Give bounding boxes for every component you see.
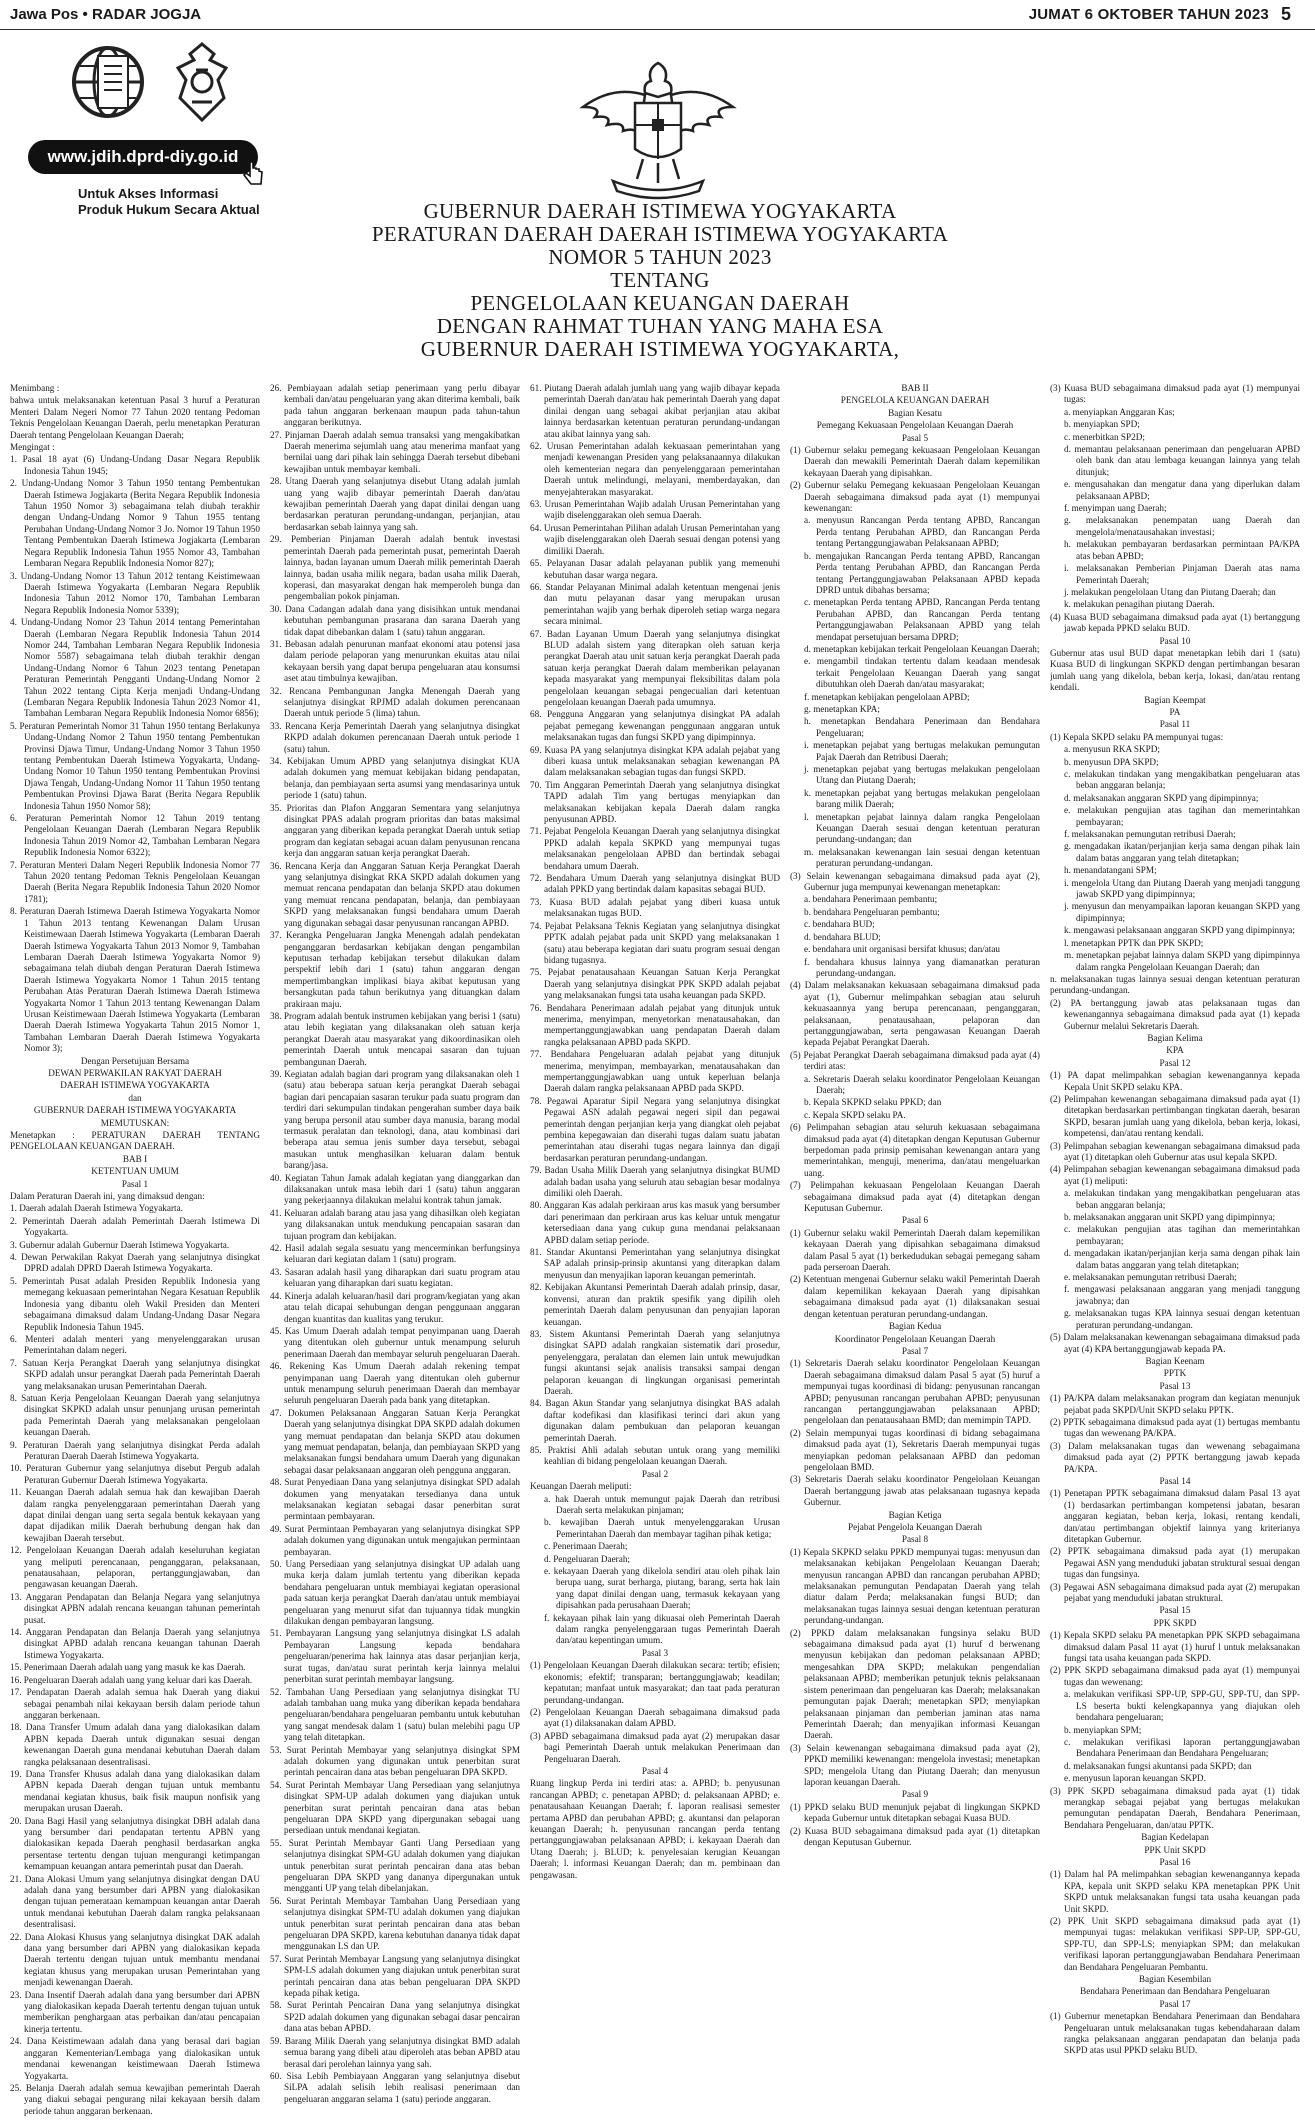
paragraph: 7. Satuan Kerja Perangkat Daerah yang selanjutnya disingkat SKPD adalah unsur perangkat Daerah pada Pemerintah Daerah yang melaksanakan urusan Pemerintahan Daerah. [10, 1357, 260, 1391]
paragraph: (3) Kuasa BUD sebagaimana dimaksud pada ayat (1) mempunyai tugas: [1050, 383, 1300, 405]
paragraph: 8. Satuan Kerja Pengelolaan Keuangan Daerah yang selanjutnya disingkat SKPKD adalah unsur penunjang urusan pemerintah pada Pemerintah Daerah yang melaksanakan pengelolaan keuangan Daerah. [10, 1392, 260, 1438]
paragraph: (3) Pegawai ASN sebagaimana dimaksud pada ayat (2) merupakan pejabat yang menduduki jabatan struktural. [1050, 1581, 1300, 1604]
paragraph: (1) Gubernur selaku pemegang kekuasaan Pengelolaan Keuangan Daerah dan mewakili Pemerintah Daerah dalam kepemilikan kekayaan Daerah yang dipisahkan. [790, 445, 1040, 478]
paragraph: e. kekayaan Daerah yang dikelola sendiri atau oleh pihak lain berupa uang, surat berharga, piutang, barang, serta hak lain yang dapat dinilai dengan uang, termasuk kekayaan yang dipisahkan pada perusahaan Daerah; [544, 1566, 780, 1611]
paragraph: b. menyiapkan SPM; [1064, 1724, 1142, 1735]
paragraph: 14. Anggaran Pendapatan dan Belanja Daerah yang selanjutnya disingkat APBD adalah rencana keuangan tahunan Daerah Istimewa Yogyakarta. [10, 1627, 260, 1660]
paragraph: KETENTUAN UMUM [91, 1166, 179, 1177]
paragraph: b. mengajukan Rancangan Perda tentang APBD, Rancangan Perda tentang Perubahan APBD, dan Rancangan Perda tentang Pertanggungjawaban Pelaksanaan APBD kepada DPRD untuk dibahas bersama; [804, 550, 1040, 595]
paragraph: i. menetapkan pejabat yang bertugas melakukan pemungutan Pajak Daerah dan Retribusi Daerah; [804, 740, 1040, 762]
paragraph: bahwa untuk melaksanakan ketentuan Pasal 3 huruf a Peraturan Menteri Dalam Negeri Nomor 77 Tahun 2020 tentang Pedoman Teknis Pengelolaan Keuangan Daerah, perlu menetapkan Peraturan Daerah tentang Pengelolaan Keuangan Daerah; [10, 395, 260, 440]
paragraph: 18. Dana Transfer Umum adalah dana yang dialokasikan dalam APBN kepada Daerah untuk digunakan sesuai dengan kewenangan Daerah guna mendanai kebutuhan Daerah dalam rangka pelaksanaan desentralisasi. [10, 1722, 260, 1767]
paragraph: a. bendahara Penerimaan pembantu; [804, 894, 938, 905]
paragraph: 44. Kinerja adalah keluaran/hasil dari program/kegiatan yang akan atau telah dicapai sehubungan dengan penggunaan anggaran dengan kuantitas dan kualitas yang terukur. [270, 1290, 520, 1324]
paragraph: 37. Kerangka Pengeluaran Jangka Menengah adalah pendekatan penganggaran berdasarkan kebijakan dengan pengambilan keputusan terhadap kebijakan tersebut dilakukan dalam perspektif lebih dari 1 (satu) tahun anggaran dengan mempertimbangkan implikasi biaya akibat keputusan yang bersangkutan pada tahun berikutnya yang dituangkan dalam prakiraan maju. [270, 930, 520, 1009]
paragraph: 11. Keuangan Daerah adalah semua hak dan kewajiban Daerah dalam rangka penyelenggaraan pemerintahan Daerah yang dapat dinilai dengan uang serta segala bentuk kekayaan yang dapat dijadikan milik Daerah berhubung dengan hak dan kewajiban Daerah tersebut. [10, 1487, 260, 1543]
paragraph: f. kekayaan pihak lain yang dikuasai oleh Pemerintah Daerah dalam rangka penyelenggaraan tugas Pemerintah Daerah dan/atau kepentingan umum. [544, 1612, 780, 1646]
paragraph: 38. Program adalah bentuk instrumen kebijakan yang berisi 1 (satu) atau lebih kegiatan yang dilaksanakan oleh satuan kerja perangkat Daerah atau masyarakat yang dikoordinasikan oleh pemerintah Daerah untuk mencapai sasaran dan tujuan pembangunan Daerah. [270, 1010, 520, 1067]
text-column-2 [270, 383, 520, 2121]
paragraph: Dengan Persetujuan Bersama [80, 1055, 190, 1066]
paragraph: PA [1169, 706, 1181, 717]
paragraph: (1) Kepala SKPKD selaku PPKD mempunyai tugas: menyusun dan melaksanakan kebijakan Pengelolaan Keuangan Daerah; menyusun rancangan APBD dan rancangan perubahan APBD; melaksanakan pemungutan Pendapatan Daerah yang telah diatur dalam Perda; melaksanakan fungsi BUD; dan melaksanakan tugas lainnya sesuai dengan ketentuan peraturan perundang-undangan. [790, 1546, 1040, 1626]
paragraph: f. melaksanakan pemungutan retribusi Daerah; [1064, 829, 1236, 840]
paragraph: 55. Surat Perintah Membayar Ganti Uang Persediaan yang selanjutnya disingkat SPM-GU adalah dokumen yang diajukan untuk penerbitan surat perintah pencairan dana atas beban pengeluaran DPA SKPD yang dananya dipergunakan untuk mengganti UP yang telah dibelanjakan. [270, 1837, 520, 1894]
paragraph: dan [128, 1092, 142, 1103]
paragraph: MEMUTUSKAN: [100, 1117, 170, 1128]
paragraph: 32. Rencana Pembangunan Jangka Menengah Daerah yang selanjutnya disingkat RPJMD adalah dokumen perencanaan Daerah untuk periode 5 (lima) tahun. [270, 685, 520, 719]
title-line-6: DENGAN RAHMAT TUHAN YANG MAHA ESA [436, 314, 884, 338]
paragraph: Bagian Keempat [1144, 694, 1206, 705]
title-line-1: GUBERNUR DAERAH ISTIMEWA YOGYAKARTA [423, 199, 897, 223]
paragraph: g. menetapkan KPA; [804, 703, 880, 714]
paragraph: k. menetapkan pejabat yang bertugas melakukan pengelolaan barang milik Daerah; [804, 787, 1040, 810]
paragraph: g. mengadakan ikatan/perjanjian kerja sama dengan pihak lain dalam batas anggaran yang telah ditetapkan; [1064, 841, 1300, 863]
paragraph: (2) Selain mempunyai tugas koordinasi di bidang sebagaimana dimaksud pada ayat (1), Sekretaris Daerah mempunyai tugas menyiapkan pedoman pelaksanaan APBD dan pedoman pengelolaan BMD. [790, 1427, 1040, 1472]
paragraph: (2) Pengelolaan Keuangan Daerah sebagaimana dimaksud pada ayat (1) dilaksanakan dalam APBD. [530, 1706, 780, 1729]
paragraph: i. mengelola Utang dan Piutang Daerah yang menjadi tanggung jawab SKPD yang dipimpinnya; [1064, 877, 1300, 900]
paragraph: (2) PPTK sebagaimana dimaksud pada ayat (1) bertugas membantu tugas dan wewenang PA/KPA. [1050, 1416, 1300, 1439]
paragraph: 27. Pinjaman Daerah adalah semua transaksi yang mengakibatkan Daerah menerima sejumlah uang atau menerima manfaat yang bernilai uang dari pihak lain sehingga Daerah tersebut dibebani kewajiban untuk membayar kembali. [270, 429, 520, 474]
paragraph: Bagian Kedua [888, 1321, 942, 1332]
paragraph: Bendahara Penerimaan dan Bendahara Pengeluaran [1080, 1986, 1270, 1997]
paragraph: 1. Daerah adalah Daerah Istimewa Yogyakarta. [10, 1203, 183, 1214]
paragraph: (1) Gubernur selaku wakil Pemerintah Daerah dalam kepemilikan kekayaan Daerah yang dipisahkan sebagaimana dimaksud dalam Pasal 5 ayat (1) berkedudukan sebagai pemegang saham pada perseroan Daerah. [790, 1227, 1040, 1273]
paragraph: 4. Dewan Perwakilan Rakyat Daerah yang selanjutnya disingkat DPRD adalah DPRD Daerah Istimewa Yogyakarta. [10, 1252, 260, 1274]
paragraph: 77. Bendahara Pengeluaran adalah pejabat yang ditunjuk menerima, menyimpan, membayarkan, menatausahakan dan mempertanggungjawabkan uang untuk keperluan belanja Daerah dalam rangka pelaksanaan APBD pada SKPD. [530, 1049, 780, 1094]
paragraph: m. menetapkan pejabat lainnya dalam SKPD yang dipimpinnya dalam rangka Pengelolaan Keuangan Daerah; dan [1064, 950, 1300, 972]
paragraph: d. Pengeluaran Daerah; [544, 1553, 630, 1564]
paragraph: (1) Sekretaris Daerah selaku koordinator Pengelolaan Keuangan Daerah sebagaimana dimaksud dalam Pasal 5 ayat (5) huruf a mempunyai tugas koordinasi di bidang: penyusunan rancangan APBD; penyusunan rancangan perubahan APBD; penyusunan rancangan pertanggungjawaban pelaksanaan APBD; pengelolaan dan penatausahaan BMD; dan memimpin TAPD. [790, 1358, 1040, 1426]
paragraph: 66. Standar Pelayanan Minimal adalah ketentuan mengenai jenis dan mutu pelayanan dasar yang merupakan urusan pemerintahan wajib yang berhak diperoleh setiap warga negara secara minimal. [530, 581, 780, 627]
paragraph: 82. Kebijakan Akuntansi Pemerintah Daerah adalah prinsip, dasar, konvensi, aturan dan praktik spesifik yang dipilih oleh pemerintah Daerah dalam penyusunan dan penyajian laporan keuangan. [530, 1282, 780, 1327]
paragraph: (1) PPKD selaku BUD menunjuk pejabat di lingkungan SKPKD kepada Gubernur untuk ditetapkan sebagai Kuasa BUD. [790, 1801, 1040, 1824]
paragraph: h. menandatangani SPM; [1064, 865, 1157, 876]
paragraph: a. menyusun Rancangan Perda tentang APBD, Rancangan Perda tentang Perubahan APBD, dan Rancangan Perda tentang Pertanggungjawaban Pelaksanaan APBD; [804, 515, 1040, 549]
paragraph: 12. Pengelolaan Keuangan Daerah adalah keseluruhan kegiatan yang meliputi perencanaan, penganggaran, pelaksanaan, penatausahaan, pelaporan, pertanggungjawaban, dan pengawasan keuangan Daerah. [10, 1545, 260, 1590]
paragraph: 28. Utang Daerah yang selanjutnya disebut Utang adalah jumlah uang yang wajib dibayar pemerintah Daerah dan/atau kewajiban pemerintah Daerah yang dapat dinilai dengan uang berdasarkan peraturan perundang-undangan, perjanjian, atau berdasarkan sebab lainnya yang sah. [270, 476, 520, 532]
paragraph: GUBERNUR DAERAH ISTIMEWA YOGYAKARTA [33, 1105, 237, 1116]
paragraph: (7) Pelimpahan kekuasaan Pengelolaan Keuangan Daerah sebagaimana dimaksud pada ayat (4) ditetapkan dengan Keputusan Gubernur. [790, 1180, 1040, 1214]
body-columns [10, 383, 1300, 2121]
paragraph: 78. Pegawai Aparatur Sipil Negara yang selanjutnya disingkat Pegawai ASN adalah pegawai negeri sipil dan pegawai pemerintah dengan perjanjian kerja yang diangkat oleh pejabat pembina kepegawaian dan diserahi tugas dalam suatu jabatan pemerintahan atau diserahi tugas negara lainnya dan digaji berdasarkan peraturan perundang-undangan. [530, 1095, 780, 1163]
jdih-url-link[interactable] [28, 140, 258, 174]
paragraph: Pasal 2 [641, 1468, 669, 1479]
paragraph: BAB I [122, 1153, 148, 1164]
paragraph: Pasal 12 [1159, 1057, 1191, 1068]
paragraph: a. melakukan verifikasi SPP-UP, SPP-GU, SPP-TU, dan SPP-LS beserta bukti kelengkapannya yang diajukan oleh bendahara pengeluaran; [1064, 1689, 1300, 1723]
paragraph: 34. Kebijakan Umum APBD yang selanjutnya disingkat KUA adalah dokumen yang memuat kebijakan bidang pendapatan, belanja, dan pembiayaan serta asumsi yang mendasarinya untuk periode 1 (satu) tahun. [270, 756, 520, 801]
paragraph: 15. Penerimaan Daerah adalah uang yang masuk ke kas Daerah. [10, 1662, 246, 1673]
paragraph: 29. Pemberian Pinjaman Daerah adalah bentuk investasi pemerintah Daerah pada pemerintah pusat, pemerintah Daerah lainnya, badan layanan umum Daerah milik pemerintah Daerah lainnya, badan usaha milik negara, badan usaha milik Daerah, koperasi, dan masyarakat dengan hak memperoleh bunga dan pengembalian pokok pinjaman. [270, 534, 520, 602]
paragraph: 9. Peraturan Daerah yang selanjutnya disingkat Perda adalah Peraturan Daerah Daerah Istimewa Yogyakarta. [10, 1439, 260, 1461]
paragraph: 57. Surat Perintah Membayar Langsung yang selanjutnya disingkat SPM-LS adalah dokumen yang diajukan untuk penerbitan surat perintah pencairan dana atas beban pengeluaran DPA SKPD kepada pihak ketiga. [270, 1953, 520, 1999]
paragraph: Mengingat : [10, 442, 55, 453]
paragraph: 58. Surat Perintah Pencairan Dana yang selanjutnya disingkat SP2D adalah dokumen yang digunakan sebagai dasar pencairan dana atas beban APBD. [270, 2000, 520, 2034]
paragraph: 40. Kegiatan Tahun Jamak adalah kegiatan yang dianggarkan dan dilaksanakan untuk masa lebih dari 1 (satu) tahun anggaran yang pekerjaannya dilakukan melalui kontrak tahun jamak. [270, 1172, 520, 1206]
title-line-5: PENGELOLAAN KEUANGAN DAERAH [470, 291, 850, 315]
paragraph: 21. Dana Alokasi Umum yang selanjutnya disingkat dengan DAU adalah dana yang bersumber dari APBN yang dialokasikan dengan tujuan pemerataan kemampuan keuangan antar Daerah untuk mendanai kebutuhan Daerah dalam rangka pelaksanaan desentralisasi. [10, 1873, 260, 1930]
paragraph: 76. Bendahara Penerimaan adalah pejabat yang ditunjuk untuk menerima, menyimpan, menyetorkan menatausahakan, dan mempertanggungjawabkan uang pendapatan Daerah dalam rangka pelaksanaan APBD pada SKPD. [530, 1002, 780, 1047]
paragraph: Pasal 3 [641, 1647, 669, 1658]
paragraph: 10. Peraturan Gubernur yang selanjutnya disebut Pergub adalah Peraturan Gubernur Daerah Istimewa Yogyakarta. [10, 1463, 260, 1485]
paragraph: h. menetapkan Bendahara Penerimaan dan Bendahara Pengeluaran; [804, 716, 1040, 738]
paragraph: (1) PA/KPA dalam melaksanakan program dan kegiatan menunjuk pejabat pada SKPD/Unit SKPD selaku PPTK. [1050, 1393, 1300, 1415]
paragraph: d. bendahara BLUD; [804, 931, 881, 942]
paragraph: 80. Anggaran Kas adalah perkiraan arus kas masuk yang bersumber dari penerimaan dan perkiraan arus kas keluar untuk mengatur ketersediaan dana yang cukup guna mendanai pelaksanaan APBD dalam setiap periode. [530, 1200, 780, 1245]
paragraph: e. melakukan pengujian atas tagihan dan memerintahkan pembayaran; [1064, 805, 1300, 827]
paragraph: 72. Bendahara Umum Daerah yang selanjutnya disingkat BUD adalah PPKD yang bertindak dalam kapasitas sebagai BUD. [530, 873, 780, 895]
paragraph: 68. Pengguna Anggaran yang selanjutnya disingkat PA adalah pejabat pemegang kewenangan penggunaan anggaran untuk melaksanakan tugas dan fungsi SKPD yang dipimpinnya. [530, 709, 780, 743]
paragraph: 63. Urusan Pemerintahan Wajib adalah Urusan Pemerintahan yang wajib diselenggarakan oleh semua Daerah. [530, 499, 780, 521]
paragraph: a. Sekretaris Daerah selaku koordinator Pengelolaan Keuangan Daerah; [804, 1073, 1040, 1095]
title-line-3: NOMOR 5 TAHUN 2023 [548, 245, 772, 269]
title-line-7: GUBERNUR DAERAH ISTIMEWA YOGYAKARTA, [420, 337, 900, 361]
paragraph: e. bendahara unit organisasi bersifat khusus; dan/atau [804, 944, 1001, 955]
paragraph: 3. Undang-Undang Nomor 13 Tahun 2012 tentang Keistimewaan Daerah Istimewa Yogyakarta (Lembaran Negara Republik Indonesia Tahun 2012 Nomor 170, Tambahan Lembaran Negara Republik Indonesia Nomor 5339); [10, 570, 260, 615]
paragraph: Bagian Kesatu [888, 407, 942, 418]
jdih-logos [28, 40, 278, 124]
paragraph: (6) Pelimpahan sebagian atau seluruh kekuasaan sebagaimana dimaksud pada ayat (4) ditetapkan dengan Keputusan Gubernur berpedoman pada prinsip pemisahan kewenangan antara yang memerintahkan, menguji, menerima, dan/atau mengeluarkan uang. [790, 1122, 1040, 1178]
paragraph: 7. Peraturan Menteri Dalam Negeri Republik Indonesia Nomor 77 Tahun 2020 tentang Pedoman Teknis Pengelolaan Keuangan Daerah (Berita Negara Republik Indonesia Tahun 2020 Nomor 1781); [10, 859, 260, 904]
paragraph: f. menyimpan uang Daerah; [1064, 503, 1167, 514]
paragraph: Pasal 1 [121, 1178, 149, 1189]
paragraph: 36. Rencana Kerja dan Anggaran Satuan Kerja Perangkat Daerah yang selanjutnya disingkat RKA SKPD adalah dokumen yang memuat rencana pendapatan dan belanja SKPD atau dokumen yang memuat rencana pendapatan, belanja, dan pembiayaan SKPD yang melaksanakan fungsi bendahara umum Daerah yang digunakan sebagai dasar penyusunan rancangan APBD. [270, 860, 520, 928]
paragraph: e. mengusahakan dan mengatur dana yang diperlukan dalam pelaksanaan APBD; [1064, 479, 1300, 501]
paragraph: 67. Badan Layanan Umum Daerah yang selanjutnya disingkat BLUD adalah sistem yang diterapkan oleh satuan kerja perangkat Daerah atau unit satuan kerja perangkat Daerah pada satuan kerja perangkat Daerah dalam memberikan pelayanan kepada masyarakat yang mempunyai fleksibilitas dalam pola pengelolaan keuangan sebagai pengecualian dari ketentuan pengelolaan keuangan Daerah pada umumnya. [530, 628, 780, 707]
paragraph: 19. Dana Transfer Khusus adalah dana yang dialokasikan dalam APBN kepada Daerah dengan tujuan untuk membantu mendanai kegiatan khusus, baik fisik maupun nonfisik yang merupakan urusan Daerah. [10, 1768, 260, 1814]
paragraph: 75. Pejabat penatausahaan Keuangan Satuan Kerja Perangkat Daerah yang selanjutnya disingkat PPK SKPD adalah pejabat yang melaksanakan fungsi tata usaha keuangan pada SKPD. [530, 967, 780, 1001]
paragraph: 30. Dana Cadangan adalah dana yang disisihkan untuk mendanai kebutuhan pembangunan prasarana dan sarana Daerah yang tidak dapat dibebankan dalam 1 (satu) tahun anggaran. [270, 603, 520, 637]
paragraph: Menimbang : [10, 383, 60, 393]
issue-date: JUMAT 6 OKTOBER TAHUN 2023 [1028, 6, 1269, 23]
paragraph: 50. Uang Persediaan yang selanjutnya disingkat UP adalah uang muka kerja dalam jumlah tertentu yang diberikan kepada bendahara pengeluaran untuk membiayai kegiatan operasional pada satuan kerja perangkat Daerah dan/atau untuk membiayai pengeluaran yang menurut sifat dan tujuannya tidak mungkin dilakukan dengan pembayaran langsung. [270, 1559, 520, 1627]
paragraph: (1) Dalam hal PA melimpahkan sebagian kewenangannya kepada KPA, kepala unit SKPD selaku KPA menetapkan PPK Unit SKPD untuk melaksanakan fungsi tata usaha keuangan pada Unit SKPD. [1050, 1869, 1300, 1914]
paragraph: 70. Tim Anggaran Pemerintah Daerah yang selanjutnya disingkat TAPD adalah Tim yang bertugas menyiapkan dan melaksanakan kebijakan kepala Daerah dalam rangka penyusunan APBD. [530, 779, 780, 825]
paragraph: b. menyiapkan SPD; [1064, 419, 1140, 430]
paragraph: 20. Dana Bagi Hasil yang selanjutnya disingkat DBH adalah dana yang bersumber dari pendapatan tertentu APBN yang dialokasikan kepada Daerah penghasil berdasarkan angka persentase tertentu dengan tujuan mengurangi ketimpangan kemampuan keuangan antara pemerintah pusat dan Daerah. [10, 1815, 260, 1872]
paragraph: a. hak Daerah untuk memungut pajak Daerah dan retribusi Daerah serta melakukan pinjaman; [544, 1493, 780, 1515]
text-column-4 [790, 383, 1040, 2121]
paragraph: 71. Pejabat Pengelola Keuangan Daerah yang selanjutnya disingkat PPKD adalah kepala SKPKD yang mempunyai tugas melaksanakan pengelolaan APBD dan bertindak sebagai bendahara umum Daerah. [530, 826, 780, 871]
paragraph: Bagian Kelima [1147, 1032, 1203, 1043]
paragraph: 45. Kas Umum Daerah adalah tempat penyimpanan uang Daerah yang ditentukan oleh gubernur untuk menampung seluruh penerimaan Daerah dan membayar seluruh pengeluaran Daerah. [270, 1325, 520, 1359]
paragraph: c. melakukan pengujian atas tagihan dan memerintahkan pembayaran; [1064, 1224, 1300, 1246]
paragraph: i. melaksanakan Pemberian Pinjaman Daerah atas nama Pemerintah Daerah; [1064, 563, 1300, 585]
paragraph: (1) Gubernur menetapkan Bendahara Penerimaan dan Bendahara Pengeluaran untuk melaksanakan tugas kebendaharaan dalam rangka pelaksanaan anggaran pendapatan dan belanja pada SKPD atas usul PPKD selaku BUD. [1050, 2011, 1300, 2056]
paragraph: g. melaksanakan tugas KPA lainnya sesuai dengan ketentuan peraturan perundang-undangan. [1064, 1308, 1300, 1330]
paragraph: 26. Pembiayaan adalah setiap penerimaan yang perlu dibayar kembali dan/atau pengeluaran yang akan diterima kembali, baik pada tahun anggaran berkenaan maupun pada tahun-tahun anggaran berikutnya. [270, 383, 520, 428]
paragraph: (2) Kuasa BUD sebagaimana dimaksud pada ayat (1) ditetapkan dengan Keputusan Gubernur. [790, 1825, 1040, 1847]
paragraph: Bagian Ketiga [888, 1509, 942, 1520]
newspaper-name: Jawa Pos • RADAR JOGJA [10, 6, 202, 23]
paragraph: (1) Kepala SKPD selaku PA mempunyai tugas: [1050, 731, 1224, 742]
paragraph: 2. Pemerintah Daerah adalah Pemerintah Daerah Istimewa Di Yogyakarta. [10, 1215, 260, 1238]
paragraph: Gubernur atas usul BUD dapat menetapkan lebih dari 1 (satu) Kuasa BUD di lingkungan SKPKD dengan pertimbangan besaran jumlah uang yang dikelola, beban kerja, lokasi, dan/atau rentang kendali. [1050, 647, 1300, 693]
paragraph: (2) Gubernur selaku Pemegang kekuasaan Pengelolaan Keuangan Daerah sebagaimana dimaksud pada ayat (1) mempunyai kewenangan: [790, 480, 1040, 514]
paragraph: PENGELOLA KEUANGAN DAERAH [840, 395, 990, 406]
paragraph: 35. Prioritas dan Plafon Anggaran Sementara yang selanjutnya disingkat PPAS adalah program prioritas dan batas maksimal anggaran yang diberikan kepada perangkat Daerah untuk setiap program dan kegiatan sebagai acuan dalam penyusunan rencana kerja dan anggaran satuan kerja perangkat Daerah. [270, 802, 520, 859]
paragraph: 17. Pendapatan Daerah adalah semua hak Daerah yang diakui sebagai penambah nilai kekayaan bersih dalam periode tahun anggaran berkenaan. [10, 1687, 260, 1720]
paragraph: KPA [1166, 1045, 1184, 1056]
paragraph: DAERAH ISTIMEWA YOGYAKARTA [60, 1080, 210, 1091]
paragraph: PPTK [1163, 1368, 1187, 1379]
paragraph: (4) Pelimpahan sebagian kewenangan sebagaimana dimaksud pada ayat (1) meliputi: [1050, 1164, 1300, 1186]
paragraph: PPK Unit SKPD [1144, 1844, 1206, 1855]
paragraph: k. melakukan penagihan piutang Daerah. [1064, 599, 1215, 610]
paragraph: Pasal 15 [1159, 1605, 1191, 1616]
paragraph: 41. Keluaran adalah barang atau jasa yang dihasilkan oleh kegiatan yang dilaksanakan untuk mendukung pencapaian sasaran dan tujuan program dan kebijakan. [270, 1207, 520, 1241]
paragraph: e. menyusun laporan keuangan SKPD. [1064, 1773, 1206, 1784]
masthead [0, 0, 1315, 30]
paragraph: (1) Pengelolaan Keuangan Daerah dilakukan secara: tertib; efisien; ekonomis; efektif; transparan; bertanggungjawab; keadilan; kepatutan; manfaat untuk masyarakat; dan taat pada peraturan perundang-undangan. [530, 1660, 780, 1705]
paragraph: (3) APBD sebagaimana dimaksud pada ayat (2) merupakan dasar bagi Pemerintah Daerah untuk melakukan Penerimaan dan Pengeluaran Daerah. [530, 1730, 780, 1764]
paragraph: 52. Tambahan Uang Persediaan yang selanjutnya disingkat TU adalah tambahan uang muka yang diberikan kepada bendahara pengeluaran/bendahara pengeluaran pembantu untuk kebutuhan yang sangat mendesak dalam 1 (satu) bulan melebihi pagu UP yang telah ditetapkan. [270, 1686, 520, 1743]
paragraph: Koordinator Pengelolaan Keuangan Daerah [834, 1333, 996, 1344]
paragraph: 54. Surat Perintah Membayar Uang Persediaan yang selanjutnya disingkat SPM-UP adalah dokumen yang diajukan untuk penerbitan surat perintah pencairan dana atas beban pengeluaran DPA SKPD yang dipergunakan sebagai uang persediaan untuk mendanai kegiatan. [270, 1779, 520, 1836]
pointer-cursor-icon [242, 160, 264, 186]
paragraph: 5. Peraturan Pemerintah Nomor 31 Tahun 1950 tentang Berlakunya Undang-Undang Nomor 2 Tahun 1950 tentang Pembentukan Provinsi Djawa Timur, Undang-Undang Nomor 3 Tahun 1950 tentang Pembentukan Daerah Istimewa Yogyakarta, Undang-Undang Nomor 10 Tahun 1950 tentang Pembentukan Provinsi Djawa Tengah, Undang-Undang Nomor 11 Tahun 1950 tentang Pembentukan Provinsi Djawa Barat (Berita Negara Republik Indonesia Tahun 1950 Nomor 58); [10, 720, 260, 811]
paragraph: (5) Pejabat Perangkat Daerah sebagaimana dimaksud pada ayat (4) terdiri atas: [790, 1049, 1040, 1072]
paragraph: a. menyiapkan Anggaran Kas; [1064, 406, 1175, 417]
paragraph: 83. Sistem Akuntansi Pemerintah Daerah yang selanjutnya disingkat SAPD adalah rangkaian sistematik dari prosedur, penyelenggara, peralatan dan elemen lain untuk mewujudkan fungsi akuntansi sejak analisis transaksi sampai dengan pelaporan keuangan di lingkungan organisasi pemerintah Daerah. [530, 1328, 780, 1396]
paragraph: (3) Selain kewenangan sebagaimana dimaksud pada ayat (2), PPKD memiliki kewenangan: mengelola investasi; menetapkan SPD; mengelola Utang dan Piutang Daerah; dan menyusun laporan keuangan Daerah. [790, 1742, 1040, 1787]
paragraph: 43. Sasaran adalah hasil yang diharapkan dari suatu program atau keluaran yang diharapkan dari suatu kegiatan. [270, 1266, 520, 1289]
paragraph: (3) PPK SKPD sebagaimana dimaksud pada ayat (1) tidak merangkap sebagai pejabat yang bertugas melakukan pemungutan pendapatan Daerah, Bendahara Penerimaan, Bendahara Pengeluaran, dan/atau PPTK. [1050, 1785, 1300, 1830]
paragraph: 31. Bebasan adalah penurunan manfaat ekonomi atau potensi jasa dalam periode pelaporan yang menurunkan ekuitas atau nilai kekayaan bersih yang dapat berupa pengeluaran atau konsumsi aset atau timbulnya kewajiban. [270, 638, 520, 684]
paragraph: j. menetapkan pejabat yang bertugas melakukan pengelolaan Utang dan Piutang Daerah; [804, 764, 1040, 786]
paragraph: Ruang lingkup Perda ini terdiri atas: a. APBD; b. penyusunan rancangan APBD; c. penetapan APBD; d. pelaksanaan APBD; e. penatausahaan Keuangan Daerah; f. laporan realisasi semester pertama APBD dan perubahan APBD; g. akuntansi dan pelaporan keuangan Daerah; h. penyusunan rancangan perda tentang pertanggungjawaban pelaksanaan APBD; i. kekayaan Daerah dan Utang Daerah; j. BLUD; k. penyelesaian kerugian Keuangan Daerah; l. informasi Keuangan Daerah; dan m. pembinaan dan pengawasan. [530, 1778, 780, 1880]
title-line-4: TENTANG [610, 268, 710, 292]
paragraph: 64. Urusan Pemerintahan Pilihan adalah Urusan Pemerintahan yang wajib diselenggarakan oleh Daerah sesuai dengan potensi yang dimiliki Daerah. [530, 522, 780, 556]
paragraph: f. mengawasi pelaksanaan anggaran yang menjadi tanggung jawabnya; dan [1064, 1284, 1300, 1306]
paragraph: j. menyusun dan menyampaikan laporan keuangan SKPD yang dipimpinnya; [1064, 901, 1300, 923]
paragraph: 16. Pengeluaran Daerah adalah uang yang keluar dari kas Daerah. [10, 1674, 253, 1685]
paragraph: (2) PA bertanggung jawab atas pelaksanaan tugas dan kewenangannya sebagaimana dimaksud pada ayat (1) kepada Gubernur melalui Sekretaris Daerah. [1050, 997, 1300, 1031]
paragraph: Bagian Keenam [1145, 1355, 1205, 1366]
paragraph: Pasal 8 [901, 1534, 929, 1545]
paragraph: e. mengambil tindakan tertentu dalam keadaan mendesak terkait Pengelolaan Keuangan Daerah yang sangat dibutuhkan oleh Daerah dan/atau masyarakat; [804, 656, 1040, 690]
paragraph: 22. Dana Alokasi Khusus yang selanjutnya disingkat DAK adalah dana yang bersumber dari APBN yang dialokasikan kepada Daerah tertentu dengan tujuan untuk membantu mendanai kegiatan khusus yang merupakan urusan Pemerintahan yang menjadi kewenangan Daerah. [10, 1931, 260, 1988]
paragraph: 3. Gubernur adalah Gubernur Daerah Istimewa Yogyakarta. [10, 1239, 230, 1250]
paragraph: (2) PPK Unit SKPD sebagaimana dimaksud pada ayat (1) mempunyai tugas: melakukan verifikasi SPP-UP, SPP-GU, SPP-TU, dan SPP-LS; menyiapkan SPM; dan melakukan verifikasi laporan pertanggungjawaban Bendahara Penerimaan dan Bendahara Pengeluaran Pembantu. [1050, 1916, 1300, 1972]
paragraph: 25. Belanja Daerah adalah semua kewajiban pemerintah Daerah yang diakui sebagai pengurang nilai kekayaan bersih dalam periode tahun anggaran berkenaan. [10, 2082, 260, 2116]
paragraph: (2) Ketentuan mengenai Gubernur selaku wakil Pemerintah Daerah dalam kepemilikan kekayaan Daerah yang dipisahkan sebagaimana dimaksud pada ayat (1) dilaksanakan sesuai dengan ketentuan peraturan perundang-undangan. [790, 1274, 1040, 1319]
paragraph: Menetapkan : PERATURAN DAERAH TENTANG PENGELOLAAN KEUANGAN DAERAH. [10, 1130, 260, 1152]
paragraph: (2) Pelimpahan kewenangan sebagaimana dimaksud pada ayat (1) ditetapkan berdasarkan pertimbangan tingkatan daerah, besaran SKPD, besaran jumlah uang yang dikelola, beban kerja, lokasi, kompetensi, dan/atau rentang kendali. [1050, 1093, 1300, 1139]
paragraph: (2) PPKD dalam melaksanakan fungsinya selaku BUD sebagaimana dimaksud pada ayat (1) huruf d berwenang menyusun kebijakan dan pedoman pelaksanaan APBD; mengesahkan DPA SKPD; melakukan pengendalian pelaksanaan APBD; memberikan petunjuk teknis pelaksanaan sistem penerimaan dan pengeluaran kas Daerah; melaksanakan pemungutan pajak Daerah; menetapkan SPD; menyiapkan pelaksanaan pinjaman dan pemberian jaminan atas nama Pemerintah Daerah; dan menyajikan informasi Keuangan Daerah. [790, 1627, 1040, 1741]
paragraph: d. mengadakan ikatan/perjanjian kerja sama dengan pihak lain dalam batas anggaran yang telah ditetapkan; [1064, 1248, 1300, 1270]
paragraph: k. mengawasi pelaksanaan anggaran SKPD yang dipimpinnya; [1064, 925, 1295, 936]
paragraph: 13. Anggaran Pendapatan dan Belanja Negara yang selanjutnya disingkat APBN adalah rencana keuangan tahunan pemerintah pusat. [10, 1591, 260, 1625]
paragraph: b. melaksanakan anggaran unit SKPD yang dipimpinnya; [1064, 1212, 1276, 1223]
paragraph: 74. Pejabat Pelaksana Teknis Kegiatan yang selanjutnya disingkat PPTK adalah pejabat pada unit SKPD yang melaksanakan 1 (satu) atau beberapa kegiatan dari suatu program sesuai dengan bidang tugasnya. [530, 920, 780, 965]
paragraph: c. menetapkan Perda tentang APBD, Rancangan Perda tentang Perubahan APBD, dan Rancangan Perda tentang Pertanggungjawaban Pelaksanaan APBD yang telah mendapat persetujuan bersama DPRD; [804, 597, 1040, 642]
paragraph: b. bendahara Pengeluaran pembantu; [804, 906, 940, 917]
paragraph: Pasal 14 [1159, 1475, 1191, 1486]
paragraph: 39. Kegiatan adalah bagian dari program yang dilaksanakan oleh 1 (satu) atau beberapa satuan kerja perangkat Daerah sebagai bagian dari pencapaian sasaran terukur pada suatu program dan terdiri dari sekumpulan tindakan pengerahan sumber daya baik yang berupa personil atau sumber daya manusia, barang modal termasuk peralatan dan teknologi, dana, atau kombinasi dari beberapa atau semua jenis sumber daya tersebut, sebagai masukan untuk menghasilkan keluaran dalam bentuk barang/jasa. [270, 1068, 520, 1171]
paragraph: 46. Rekening Kas Umum Daerah adalah rekening tempat penyimpanan uang Daerah yang ditentukan oleh gubernur untuk menampung seluruh penerimaan Daerah dan membayar seluruh pengeluaran Daerah pada bank yang ditetapkan. [270, 1361, 520, 1406]
paragraph: 48. Surat Penyediaan Dana yang selanjutnya disingkat SPD adalah dokumen yang menyatakan tersedianya dana untuk melaksanakan kegiatan sebagai dasar penerbitan surat permintaan pembayaran. [270, 1477, 520, 1522]
paragraph: (2) PPTK sebagaimana dimaksud pada ayat (1) merupakan Pegawai ASN yang menduduki jabatan struktural sesuai dengan tugas dan fungsinya. [1050, 1546, 1300, 1580]
paragraph: l. menetapkan pejabat lainnya dalam rangka Pengelolaan Keuangan Daerah sesuai dengan ketentuan peraturan perundang-undangan; dan [804, 811, 1040, 845]
paragraph: (4) Dalam melaksanakan kekuasaan sebagaimana dimaksud pada ayat (1), Gubernur melimpahkan sebagian atau seluruh kekuasaannya yang berupa perencanaan, penganggaran, pelaksanaan, penatausahaan, pelaporan dan pertanggungjawaban, serta pengawasan Keuangan Daerah kepada Pejabat Perangkat Daerah. [790, 980, 1040, 1048]
jdih-url-text: www.jdih.dprd-diy.go.id [47, 147, 239, 166]
paragraph: (1) Penetapan PPTK sebagaimana dimaksud dalam Pasal 13 ayat (1) berdasarkan pertimbangan kompetensi jabatan, besaran anggaran kegiatan, beban kerja, lokasi, rentang kendali, dan/atau pertimbangan objektif lainnya yang kriterianya ditetapkan Gubernur. [1050, 1488, 1300, 1544]
text-column-3 [530, 383, 780, 2121]
title-line-2: PERATURAN DAERAH DAERAH ISTIMEWA YOGYAKARTA [371, 222, 949, 246]
paragraph: 8. Peraturan Daerah Istimewa Daerah Istimewa Yogyakarta Nomor 1 Tahun 2013 tentang Kewenangan Dalam Urusan Keistimewaan Daerah Istimewa Yogyakarta (Lembaran Daerah Daerah Istimewa Yogyakarta Tahun 2013 Nomor 9, Tambahan Lembaran Daerah Daerah Istimewa Yogyakarta Nomor 9) sebagaimana telah diubah dengan Peraturan Daerah Istimewa Daerah Istimewa Yogyakarta Nomor 1 Tahun 2015 tentang Perubahan Atas Peraturan Daerah Istimewa Daerah Istimewa Yogyakarta Nomor 1 Tahun 2013 tentang Kewenangan Dalam Urusan Keistimewaan Daerah Istimewa Yogyakarta (Lembaran Daerah Daerah Istimewa Yogyakarta Tahun 2015 Nomor 1, Tambahan Lembaran Daerah Daerah Istimewa Yogyakarta Nomor 3); [10, 906, 260, 1054]
paragraph: Pasal 16 [1159, 1856, 1191, 1867]
paragraph: j. melakukan pengelolaan Utang dan Piutang Daerah; dan [1064, 586, 1276, 597]
text-column-1 [10, 383, 260, 2121]
paragraph: 81. Standar Akuntansi Pemerintahan yang selanjutnya disingkat SAP adalah prinsip-prinsip akuntansi yang diterapkan dalam menyusun dan menyajikan laporan keuangan pemerintah. [530, 1247, 780, 1280]
paragraph: 62. Urusan Pemerintahan adalah kekuasaan pemerintahan yang menjadi kewenangan Presiden yang pelaksanaannya dilakukan oleh kementerian negara dan penyelenggaraan pemerintahan Daerah untuk melindungi, melayani, memberdayakan, dan menyejahterakan masyarakat. [530, 441, 780, 497]
paragraph: Pasal 6 [901, 1215, 929, 1226]
paragraph: l. menetapkan PPTK dan PPK SKPD; [1064, 937, 1204, 948]
paragraph: 60. Sisa Lebih Pembiayaan Anggaran yang selanjutnya disebut SiLPA adalah selisih lebih realisasi penerimaan dan pengeluaran anggaran selama 1 (satu) periode anggaran. [270, 2070, 520, 2104]
jdih-advert [28, 40, 278, 255]
paragraph: 84. Bagan Akun Standar yang selanjutnya disingkat BAS adalah daftar kodefikasi dan klasifikasi terinci dari akun yang digunakan dalam pembukuan dan pelaporan keuangan pemerintah Daerah. [530, 1398, 780, 1443]
paragraph: Bagian Kedelapan [1141, 1832, 1209, 1843]
paragraph: g. melaksanakan penempatan uang Daerah dan mengelola/menatausahakan investasi; [1064, 515, 1300, 537]
jdih-logo-icon [68, 42, 148, 122]
page-number: 5 [1280, 4, 1291, 24]
paragraph: c. melakukan verifikasi laporan pertanggungjawaban Bendahara Penerimaan dan Bendahara Pengeluaran; [1064, 1736, 1300, 1759]
paragraph: m. melaksanakan kewenangan lain sesuai dengan ketentuan peraturan perundang-undangan. [804, 846, 1040, 869]
paragraph: Keuangan Daerah meliputi: [530, 1481, 632, 1492]
paragraph: n. melaksanakan tugas lainnya sesuai dengan ketentuan peraturan perundang-undangan. [1050, 973, 1300, 996]
paragraph: 24. Dana Keistimewaan adalah dana yang berasal dari bagian anggaran Kementerian/Lembaga yang dialokasikan untuk mendanai kewenangan keistimewaan Daerah Istimewa Yogyakarta. [10, 2036, 260, 2081]
paragraph: Pasal 5 [901, 432, 929, 443]
paragraph: Pasal 4 [641, 1765, 669, 1776]
paragraph: 6. Menteri adalah menteri yang menyelenggarakan urusan Pemerintahan dalam negeri. [10, 1333, 260, 1356]
paragraph: 51. Pembayaran Langsung yang selanjutnya disingkat LS adalah Pembayaran Langsung kepada bendahara pengeluaran/penerima hak lainnya atas dasar perjanjian kerja, surat tugas, dan/atau surat perintah kerja lainnya melalui penerbitan surat perintah membayar langsung. [270, 1628, 520, 1685]
garuda-emblem-icon [573, 55, 743, 205]
paragraph: 65. Pelayanan Dasar adalah pelayanan publik yang memenuhi kebutuhan dasar warga negara. [530, 558, 780, 580]
paragraph: h. melakukan pembayaran berdasarkan permintaan PA/KPA atas beban APBD; [1064, 539, 1300, 561]
paragraph: (3) Dalam melaksanakan tugas dan wewenang sebagaimana dimaksud pada ayat (2) PPTK bertanggung jawab kepada PA/KPA. [1050, 1440, 1300, 1474]
paragraph: 56. Surat Perintah Membayar Tambahan Uang Persediaan yang selanjutnya disingkat SPM-TU adalah dokumen yang diajukan untuk penerbitan surat perintah pencairan dana atas beban pengeluaran DPA SKPD, karena kebutuhan dananya tidak dapat menggunakan LS dan UP. [270, 1895, 520, 1952]
paragraph: 85. Praktisi Ahli adalah sebutan untuk orang yang memiliki keahlian di bidang pengelolaan keuangan Daerah. [530, 1444, 780, 1467]
paragraph: (3) Sekretaris Daerah selaku koordinator Pengelolaan Keuangan Daerah bertanggung jawab atas pelaksanaan tugasnya kepada Gubernur. [790, 1474, 1040, 1508]
paragraph: b. kewajiban Daerah untuk menyelenggarakan Urusan Pemerintahan Daerah dan membayar tagihan pihak ketiga; [544, 1517, 780, 1539]
paragraph: c. Kepala SKPD selaku PA. [804, 1109, 906, 1120]
paragraph: 49. Surat Permintaan Pembayaran yang selanjutnya disingkat SPP adalah dokumen yang digunakan untuk mengajukan permintaan pembayaran. [270, 1523, 520, 1557]
paragraph: 47. Dokumen Pelaksanaan Anggaran Satuan Kerja Perangkat Daerah yang selanjutnya disingkat DPA SKPD adalah dokumen yang memuat pendapatan dan belanja SKPD atau dokumen yang memuat pendapatan, belanja, dan pembiayaan SKPD yang melaksanakan fungsi bendahara umum Daerah yang digunakan sebagai dasar pelaksanaan anggaran oleh pengguna anggaran. [270, 1407, 520, 1475]
jdih-caption-line1: Untuk Akses Informasi [78, 186, 219, 201]
jdih-caption-line2: Produk Hukum Secara Aktual [78, 202, 260, 217]
diy-crest-icon [170, 40, 234, 124]
paragraph: (5) Dalam melaksanakan kewenangan sebagaimana dimaksud pada ayat (4) KPA bertanggungjawab kepada PA. [1050, 1332, 1300, 1354]
paragraph: Pejabat Pengelola Keuangan Daerah [848, 1522, 982, 1532]
paragraph: 79. Badan Usaha Milik Daerah yang selanjutnya disingkat BUMD adalah badan usaha yang seluruh atau sebagian besar modalnya dimiliki oleh Daerah. [530, 1165, 780, 1199]
paragraph: BAB II [901, 383, 929, 393]
paragraph: 61. Piutang Daerah adalah jumlah uang yang wajib dibayar kepada pemerintah Daerah dan/atau hak pemerintah Daerah yang dapat dinilai dengan uang sebagai akibat perjanjian atau akibat lainnya berdasarkan ketentuan peraturan perundang-undangan atau akibat lainnya yang sah. [530, 383, 780, 439]
jdih-caption [28, 186, 278, 218]
paragraph: b. Kepala SKPKD selaku PPKD; dan [804, 1097, 942, 1108]
paragraph: b. menyusun DPA SKPD; [1064, 756, 1159, 767]
paragraph: 33. Rencana Kerja Pemerintah Daerah yang selanjutnya disingkat RKPD adalah dokumen perencanaan Daerah untuk periode 1 (satu) tahun. [270, 720, 520, 754]
text-column-5 [1050, 383, 1300, 2121]
paragraph: e. melaksanakan pemungutan retribusi Daerah; [1064, 1272, 1237, 1283]
paragraph: c. melakukan tindakan yang mengakibatkan pengeluaran atas beban anggaran belanja; [1064, 769, 1300, 791]
paragraph: (3) Pelimpahan sebagian kewenangan sebagaimana dimaksud pada ayat (1) ditetapkan oleh Gubernur atas usul kepala SKPD. [1050, 1140, 1300, 1162]
paragraph: c. bendahara BUD; [804, 919, 875, 930]
paragraph: (4) Kuasa BUD sebagaimana dimaksud pada ayat (1) bertanggung jawab kepada PPKD selaku BUD. [1050, 611, 1300, 634]
paragraph: DEWAN PERWAKILAN RAKYAT DAERAH [48, 1067, 222, 1078]
paragraph: Dalam Peraturan Daerah ini, yang dimaksud dengan: [10, 1191, 205, 1202]
paragraph: 69. Kuasa PA yang selanjutnya disingkat KPA adalah pejabat yang diberi kuasa untuk melaksanakan sebagian kewenangan PA dalam melaksanakan sebagian tugas dan fungsi SKPD. [530, 744, 780, 778]
paragraph: Pasal 11 [1159, 719, 1191, 730]
paragraph: Pasal 13 [1159, 1380, 1191, 1391]
paragraph: Bagian Kesembilan [1138, 1974, 1212, 1985]
paragraph: PPK SKPD [1153, 1617, 1197, 1628]
paragraph: Pasal 7 [901, 1345, 929, 1356]
paragraph: d. menetapkan kebijakan terkait Pengelolaan Keuangan Daerah; [804, 643, 1040, 654]
paragraph: 59. Barang Milik Daerah yang selanjutnya disingkat BMD adalah semua barang yang dibeli atau diperoleh atas beban APBD atau berasal dari perolehan lainnya yang sah. [270, 2035, 520, 2069]
paragraph: Pasal 17 [1159, 1998, 1191, 2009]
paragraph: 6. Peraturan Pemerintah Nomor 12 Tahun 2019 tentang Pengelolaan Keuangan Daerah (Lembaran Negara Republik Indonesia Tahun 2019 Nomor 42, Tambahan Lembaran Negara Republik Indonesia Nomor 6322); [10, 813, 260, 858]
paragraph: a. melakukan tindakan yang mengakibatkan pengeluaran atas beban anggaran belanja; [1064, 1188, 1300, 1210]
paragraph: c. menerbitkan SP2D; [1064, 431, 1145, 442]
paragraph: 2. Undang-Undang Nomor 3 Tahun 1950 tentang Pembentukan Daerah Istimewa Jogjakarta (Berita Negara Republik Indonesia Tahun 1950 Nomor 3) sebagaimana telah diubah terakhir dengan Undang-Undang Nomor 9 Tahun 1955 tentang Perubahan Undang-Undang Nomor 3 Jo. Nomor 19 Tahun 1950 Tentang Pembentukan Daerah Istimewa Jogjakarta (Lembaran Negara Republik Indonesia Tahun 1955 Nomor 43, Tambahan Lembaran Negara Republik Indonesia Nomor 827); [10, 478, 260, 569]
paragraph: (2) PPK SKPD sebagaimana dimaksud pada ayat (1) mempunyai tugas dan wewenang: [1050, 1665, 1300, 1687]
paragraph: 42. Hasil adalah segala sesuatu yang mencerminkan berfungsinya keluaran dari kegiatan dalam 1 (satu) program. [270, 1243, 520, 1265]
paragraph: c. Penerimaan Daerah; [544, 1541, 628, 1552]
paragraph: 53. Surat Perintah Membayar yang selanjutnya disingkat SPM adalah dokumen yang digunakan untuk penerbitan surat perintah pencairan dana atas beban pengeluaran DPA SKPD. [270, 1744, 520, 1778]
paragraph: f. bendahara khusus lainnya yang diamanatkan peraturan perundang-undangan. [804, 956, 1040, 978]
paragraph: 23. Dana Insentif Daerah adalah dana yang bersumber dari APBN yang dialokasikan kepada Daerah tertentu dengan tujuan untuk memberikan penghargaan atas perbaikan dan/atau pencapaian kinerja tertentu. [10, 1989, 260, 2034]
paragraph: (1) Kepala SKPD selaku PA menetapkan PPK SKPD sebagaimana dimaksud dalam Pasal 11 ayat (1) huruf l untuk melaksanakan fungsi tata usaha keuangan pada SKPD. [1050, 1630, 1300, 1664]
paragraph: d. melaksanakan fungsi akuntansi pada SKPD; dan [1064, 1760, 1252, 1771]
paragraph: 1. Pasal 18 ayat (6) Undang-Undang Dasar Negara Republik Indonesia Tahun 1945; [10, 454, 260, 476]
paragraph: 5. Pemerintah Pusat adalah Presiden Republik Indonesia yang memegang kekuasaan pemerintahan Negara Kesatuan Republik Indonesia yang dibantu oleh Wakil Presiden dan Menteri sebagaimana dimaksud dalam Undang-Undang Dasar Negara Republik Indonesia Tahun 1945. [10, 1275, 260, 1332]
paragraph: (1) PA dapat melimpahkan sebagian kewenangannya kepada Kepala Unit SKPD selaku KPA. [1050, 1070, 1300, 1092]
regulation-title [300, 200, 1020, 361]
paragraph: f. menetapkan kebijakan pengelolaan APBD; [804, 691, 970, 702]
paragraph: a. menyusun RKA SKPD; [1064, 744, 1160, 755]
paragraph: d. memantau pelaksanaan penerimaan dan pengeluaran APBD oleh bank dan atau lembaga keuangan lainnya yang telah ditunjuk; [1064, 444, 1300, 477]
paragraph: d. melaksanakan anggaran SKPD yang dipimpinnya; [1064, 792, 1259, 803]
paragraph: Pasal 9 [901, 1789, 929, 1800]
paragraph: Pemegang Kekuasaan Pengelolaan Keuangan Daerah [816, 420, 1014, 431]
paragraph: Pasal 10 [1159, 635, 1191, 646]
masthead-right [1029, 4, 1291, 25]
paragraph: (3) Selain kewenangan sebagaimana dimaksud pada ayat (2), Gubernur juga mempunyai kewenangan menetapkan: [790, 870, 1040, 893]
paragraph: 73. Kuasa BUD adalah pejabat yang diberi kuasa untuk melaksanakan tugas BUD. [530, 896, 780, 919]
paragraph: 4. Undang-Undang Nomor 23 Tahun 2014 tentang Pemerintahan Daerah (Lembaran Negara Republik Indonesia Tahun 2014 Nomor 244, Tambahan Lembaran Negara Republik Indonesia Nomor 5587) sebagaimana telah diubah terakhir dengan Undang-Undang Nomor 6 Tahun 2023 tentang Penetapan Peraturan Pemerintah Pengganti Undang-Undang Nomor 2 Tahun 2022 tentang Cipta Kerja menjadi Undang-Undang (Lembaran Negara Republik Indonesia Tahun 2023 Nomor 41, Tambahan Lembaran Negara Republik Indonesia Nomor 6856); [10, 617, 260, 719]
